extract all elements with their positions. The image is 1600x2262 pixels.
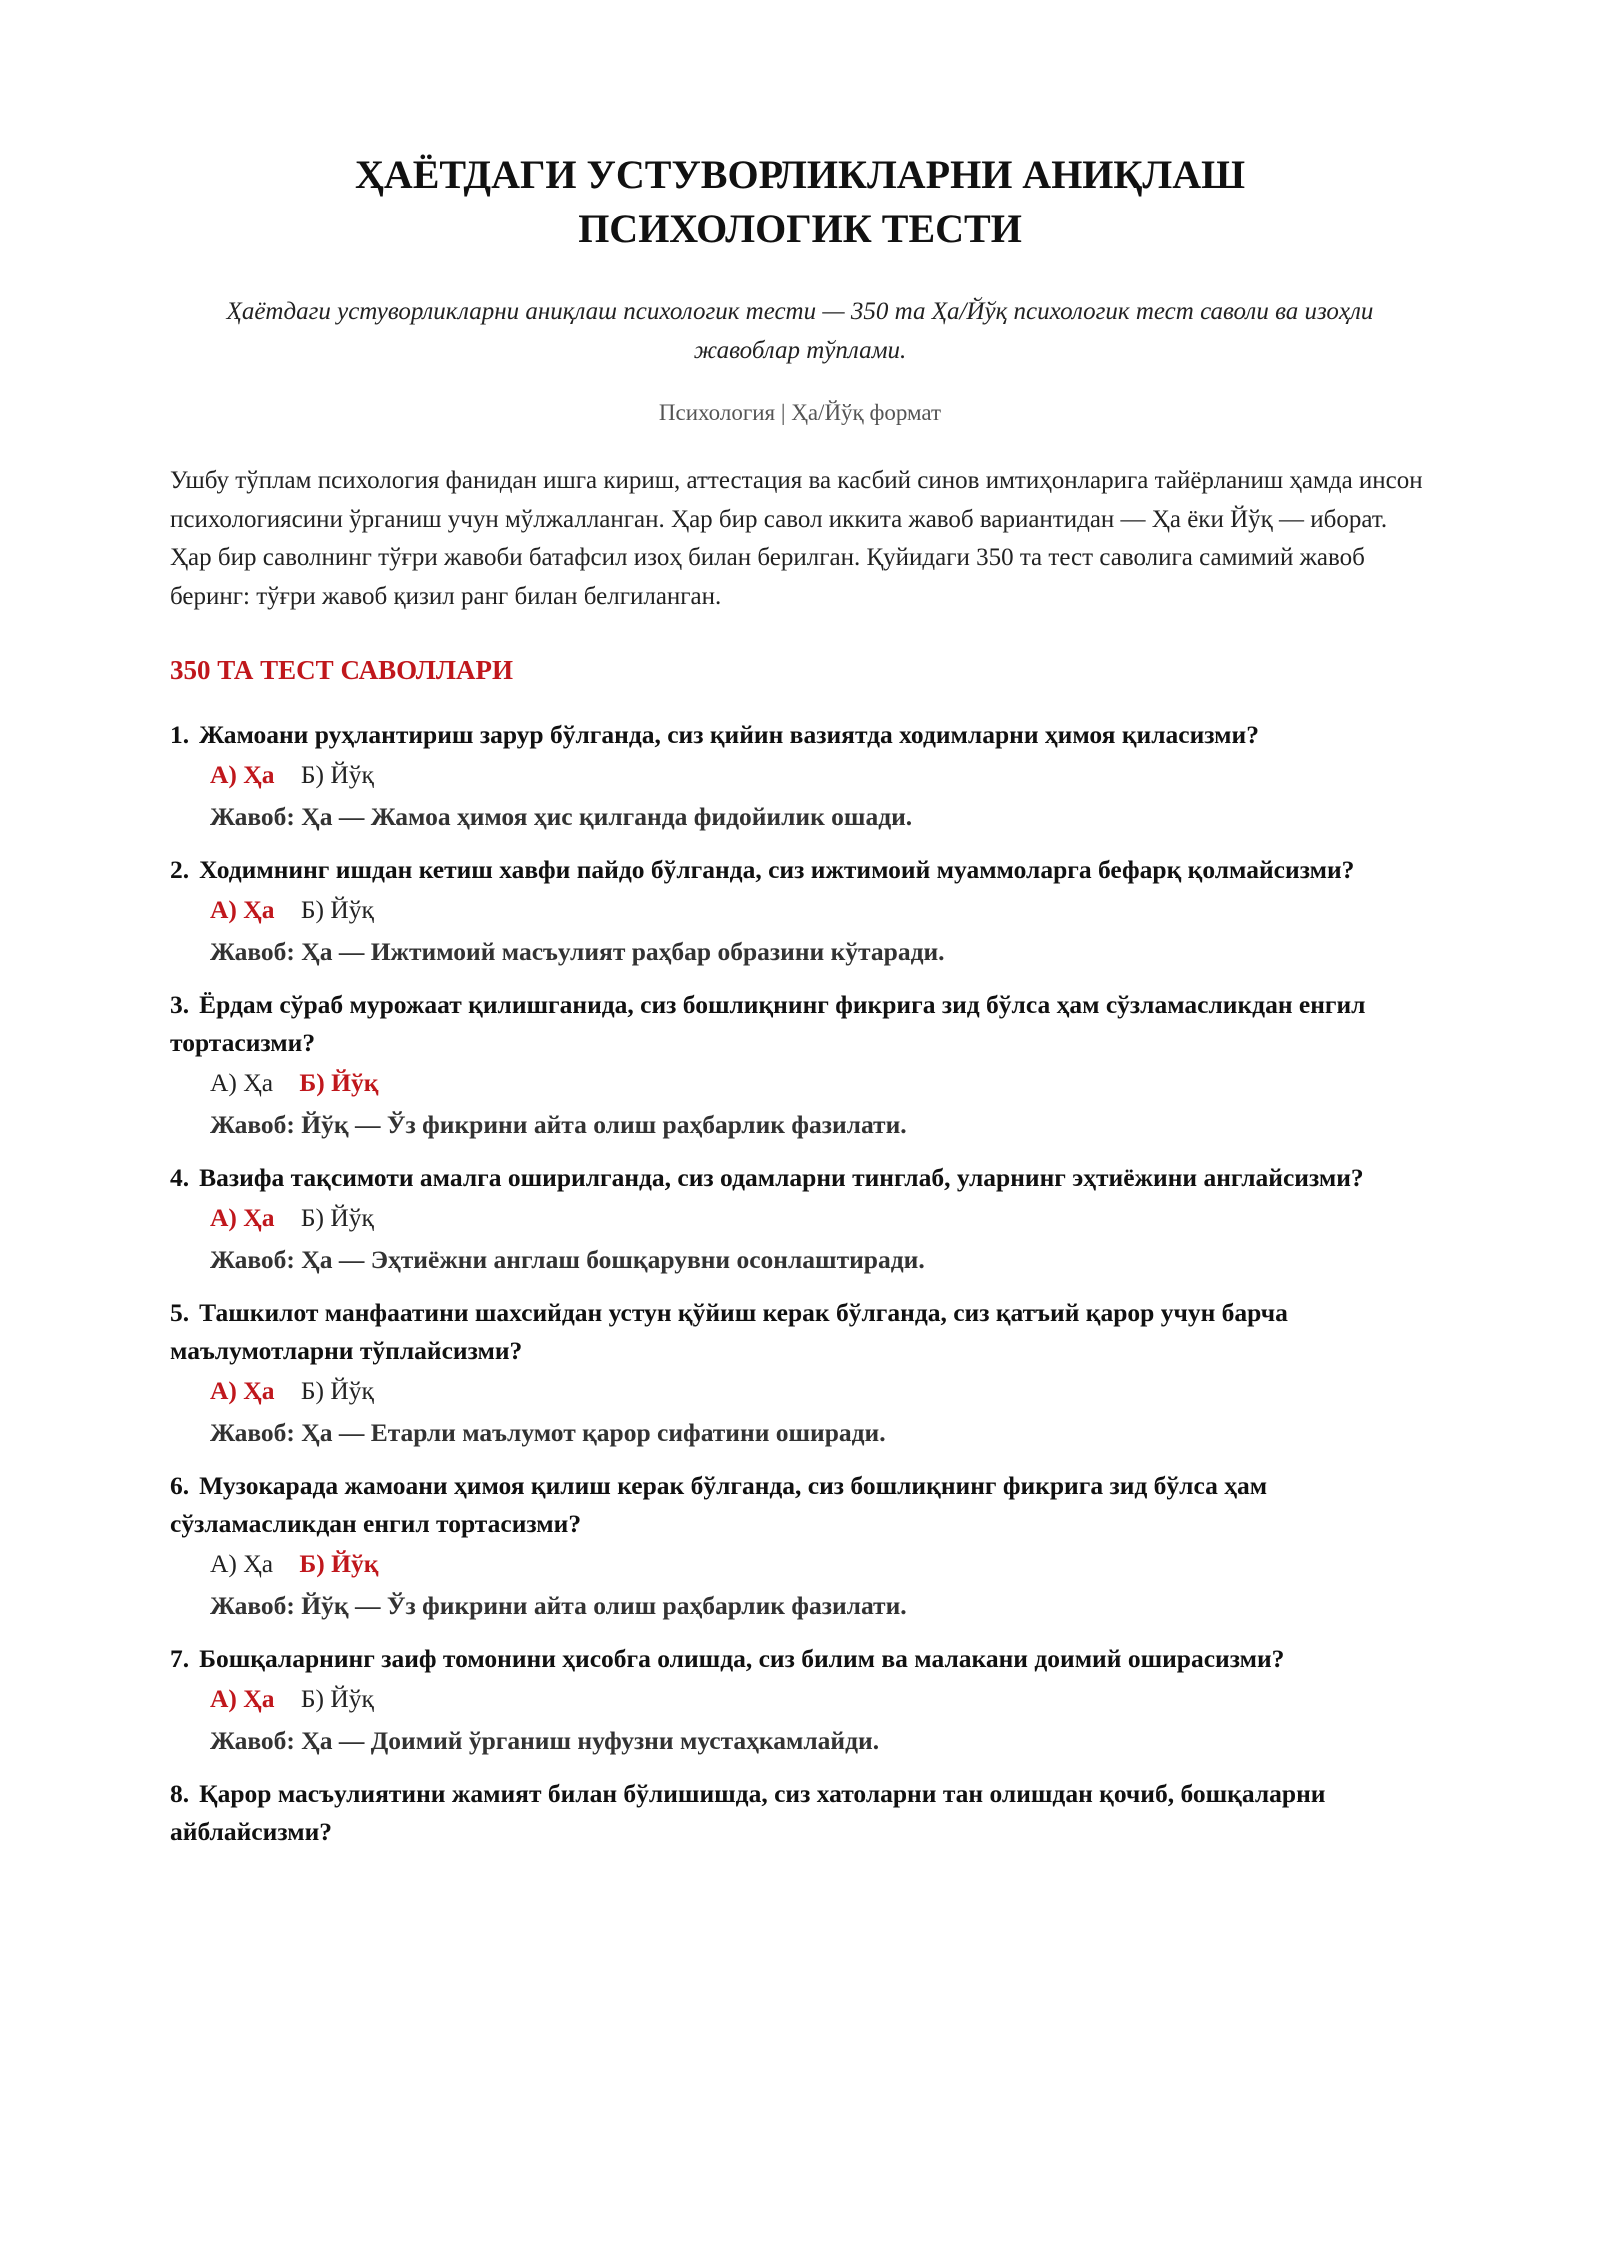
question-item [170, 1467, 1430, 1625]
question-number: 8. [170, 1779, 190, 1808]
question-body: Ходимнинг ишдан кетиш хавфи пайдо бўлганда, сиз ижтимоий муаммоларга бефарқ қолмайсизми? [199, 855, 1355, 884]
question-body: Ёрдам сўраб мурожаат қилишганида, сиз бошлиқнинг фикрига зид бўлса ҳам сўзламасликдан енгил тортасизми? [170, 990, 1366, 1057]
option-a[interactable]: А) Ҳа [210, 1684, 275, 1713]
option-b[interactable]: Б) Йўқ [300, 1376, 374, 1405]
question-number: 6. [170, 1471, 190, 1500]
answer-explanation: Жавоб: Ҳа — Доимий ўрганиш нуфузни мустаҳкамлайди. [210, 1726, 880, 1755]
question-body: Музокарада жамоани ҳимоя қилиш керак бўлганда, сиз бошлиқнинг фикрига зид бўлса ҳам сўзламасликдан енгил тортасизми? [170, 1471, 1268, 1538]
intro-paragraph: Ушбу тўплам психология фанидан ишга кириш, аттестация ва касбий синов имтиҳонларига тайёрланиш ҳамда инсон психологиясини ўрганиш учун мўлжалланган. Ҳар бир савол иккита жавоб вариантидан — Ҳа ёки Йўқ — иборат. Ҳар бир саволнинг тўғри жавоби батафсил изоҳ билан берилган. Қуйидаги 350 та тест саволига самимий жавоб беринг: тўғри жавоб қизил ранг билан белгиланган. [170, 467, 1423, 610]
option-b[interactable]: Б) Йўқ [300, 760, 374, 789]
option-a[interactable]: А) Ҳа [210, 1203, 275, 1232]
question-item [170, 986, 1430, 1144]
option-b[interactable]: Б) Йўқ [300, 1203, 374, 1232]
question-text [170, 1467, 1430, 1543]
question-body: Жамоани руҳлантириш зарур бўлганда, сиз қийин вазиятда ходимларни ҳимоя қиласизми? [199, 720, 1259, 749]
question-options [170, 1372, 1430, 1410]
page-subtitle: Ҳаётдаги устуворликларни аниқлаш психологик тести — 350 та Ҳа/Йўқ психологик тест саволи ва изоҳли жавоблар тўплами. [226, 298, 1374, 364]
question-number: 1. [170, 720, 190, 749]
answer-explanation: Жавоб: Ҳа — Жамоа ҳимоя ҳис қилганда фидойилик ошади. [210, 802, 913, 831]
question-number: 2. [170, 855, 190, 884]
section-heading: 350 ТА ТЕСТ САВОЛЛАРИ [170, 655, 513, 685]
question-item [170, 1294, 1430, 1452]
question-number: 5. [170, 1298, 190, 1327]
option-a[interactable]: А) Ҳа [210, 1068, 274, 1097]
question-options [170, 1545, 1430, 1583]
option-b[interactable]: Б) Йўқ [299, 1549, 379, 1578]
question-number: 7. [170, 1644, 190, 1673]
question-item [170, 1640, 1430, 1760]
question-options [170, 1064, 1430, 1102]
question-options [170, 1199, 1430, 1237]
option-b[interactable]: Б) Йўқ [300, 895, 374, 924]
question-options [170, 1680, 1430, 1718]
question-body: Бошқаларнинг заиф томонини ҳисобга олишда, сиз билим ва малакани доимий оширасизми? [199, 1644, 1285, 1673]
page-title: ҲАЁТДАГИ УСТУВОРЛИКЛАРНИ АНИҚЛАШ ПСИХОЛОГИК ТЕСТИ [354, 152, 1246, 251]
question-item [170, 716, 1430, 836]
option-b[interactable]: Б) Йўқ [299, 1068, 379, 1097]
question-body: Қарор масъулиятини жамият билан бўлишишда, сиз хатоларни тан олишдан қочиб, бошқаларни айблайсизми? [170, 1779, 1326, 1846]
question-number: 3. [170, 990, 190, 1019]
question-options [170, 891, 1430, 929]
category-meta: Психология | Ҳа/Йўқ формат [658, 400, 942, 425]
question-item [170, 851, 1430, 971]
question-item [170, 1159, 1430, 1279]
question-text [170, 1775, 1430, 1851]
question-item [170, 1775, 1430, 1851]
question-text [170, 851, 1430, 889]
question-body: Ташкилот манфаатини шахсийдан устун қўйиш керак бўлганда, сиз қатъий қарор учун барча маълумотларни тўплайсизми? [170, 1298, 1288, 1365]
question-number: 4. [170, 1163, 190, 1192]
answer-explanation: Жавоб: Ҳа — Етарли маълумот қарор сифатини оширади. [210, 1418, 886, 1447]
option-a[interactable]: А) Ҳа [210, 1376, 275, 1405]
question-text [170, 1640, 1430, 1678]
option-a[interactable]: А) Ҳа [210, 895, 275, 924]
answer-explanation: Жавоб: Йўқ — Ўз фикрини айта олиш раҳбарлик фазилати. [210, 1110, 907, 1139]
question-text [170, 716, 1430, 754]
answer-explanation: Жавоб: Ҳа — Ижтимоий масъулият раҳбар образини кўтаради. [210, 937, 945, 966]
question-options [170, 756, 1430, 794]
question-text [170, 1159, 1430, 1197]
option-a[interactable]: А) Ҳа [210, 760, 275, 789]
question-list [170, 716, 1430, 1851]
answer-explanation: Жавоб: Йўқ — Ўз фикрини айта олиш раҳбарлик фазилати. [210, 1591, 907, 1620]
answer-explanation: Жавоб: Ҳа — Эҳтиёжни англаш бошқарувни осонлаштиради. [210, 1245, 925, 1274]
question-body: Вазифа тақсимоти амалга оширилганда, сиз одамларни тинглаб, уларнинг эҳтиёжини англайсизми? [199, 1163, 1364, 1192]
question-text [170, 986, 1430, 1062]
option-b[interactable]: Б) Йўқ [300, 1684, 374, 1713]
option-a[interactable]: А) Ҳа [210, 1549, 274, 1578]
question-text [170, 1294, 1430, 1370]
